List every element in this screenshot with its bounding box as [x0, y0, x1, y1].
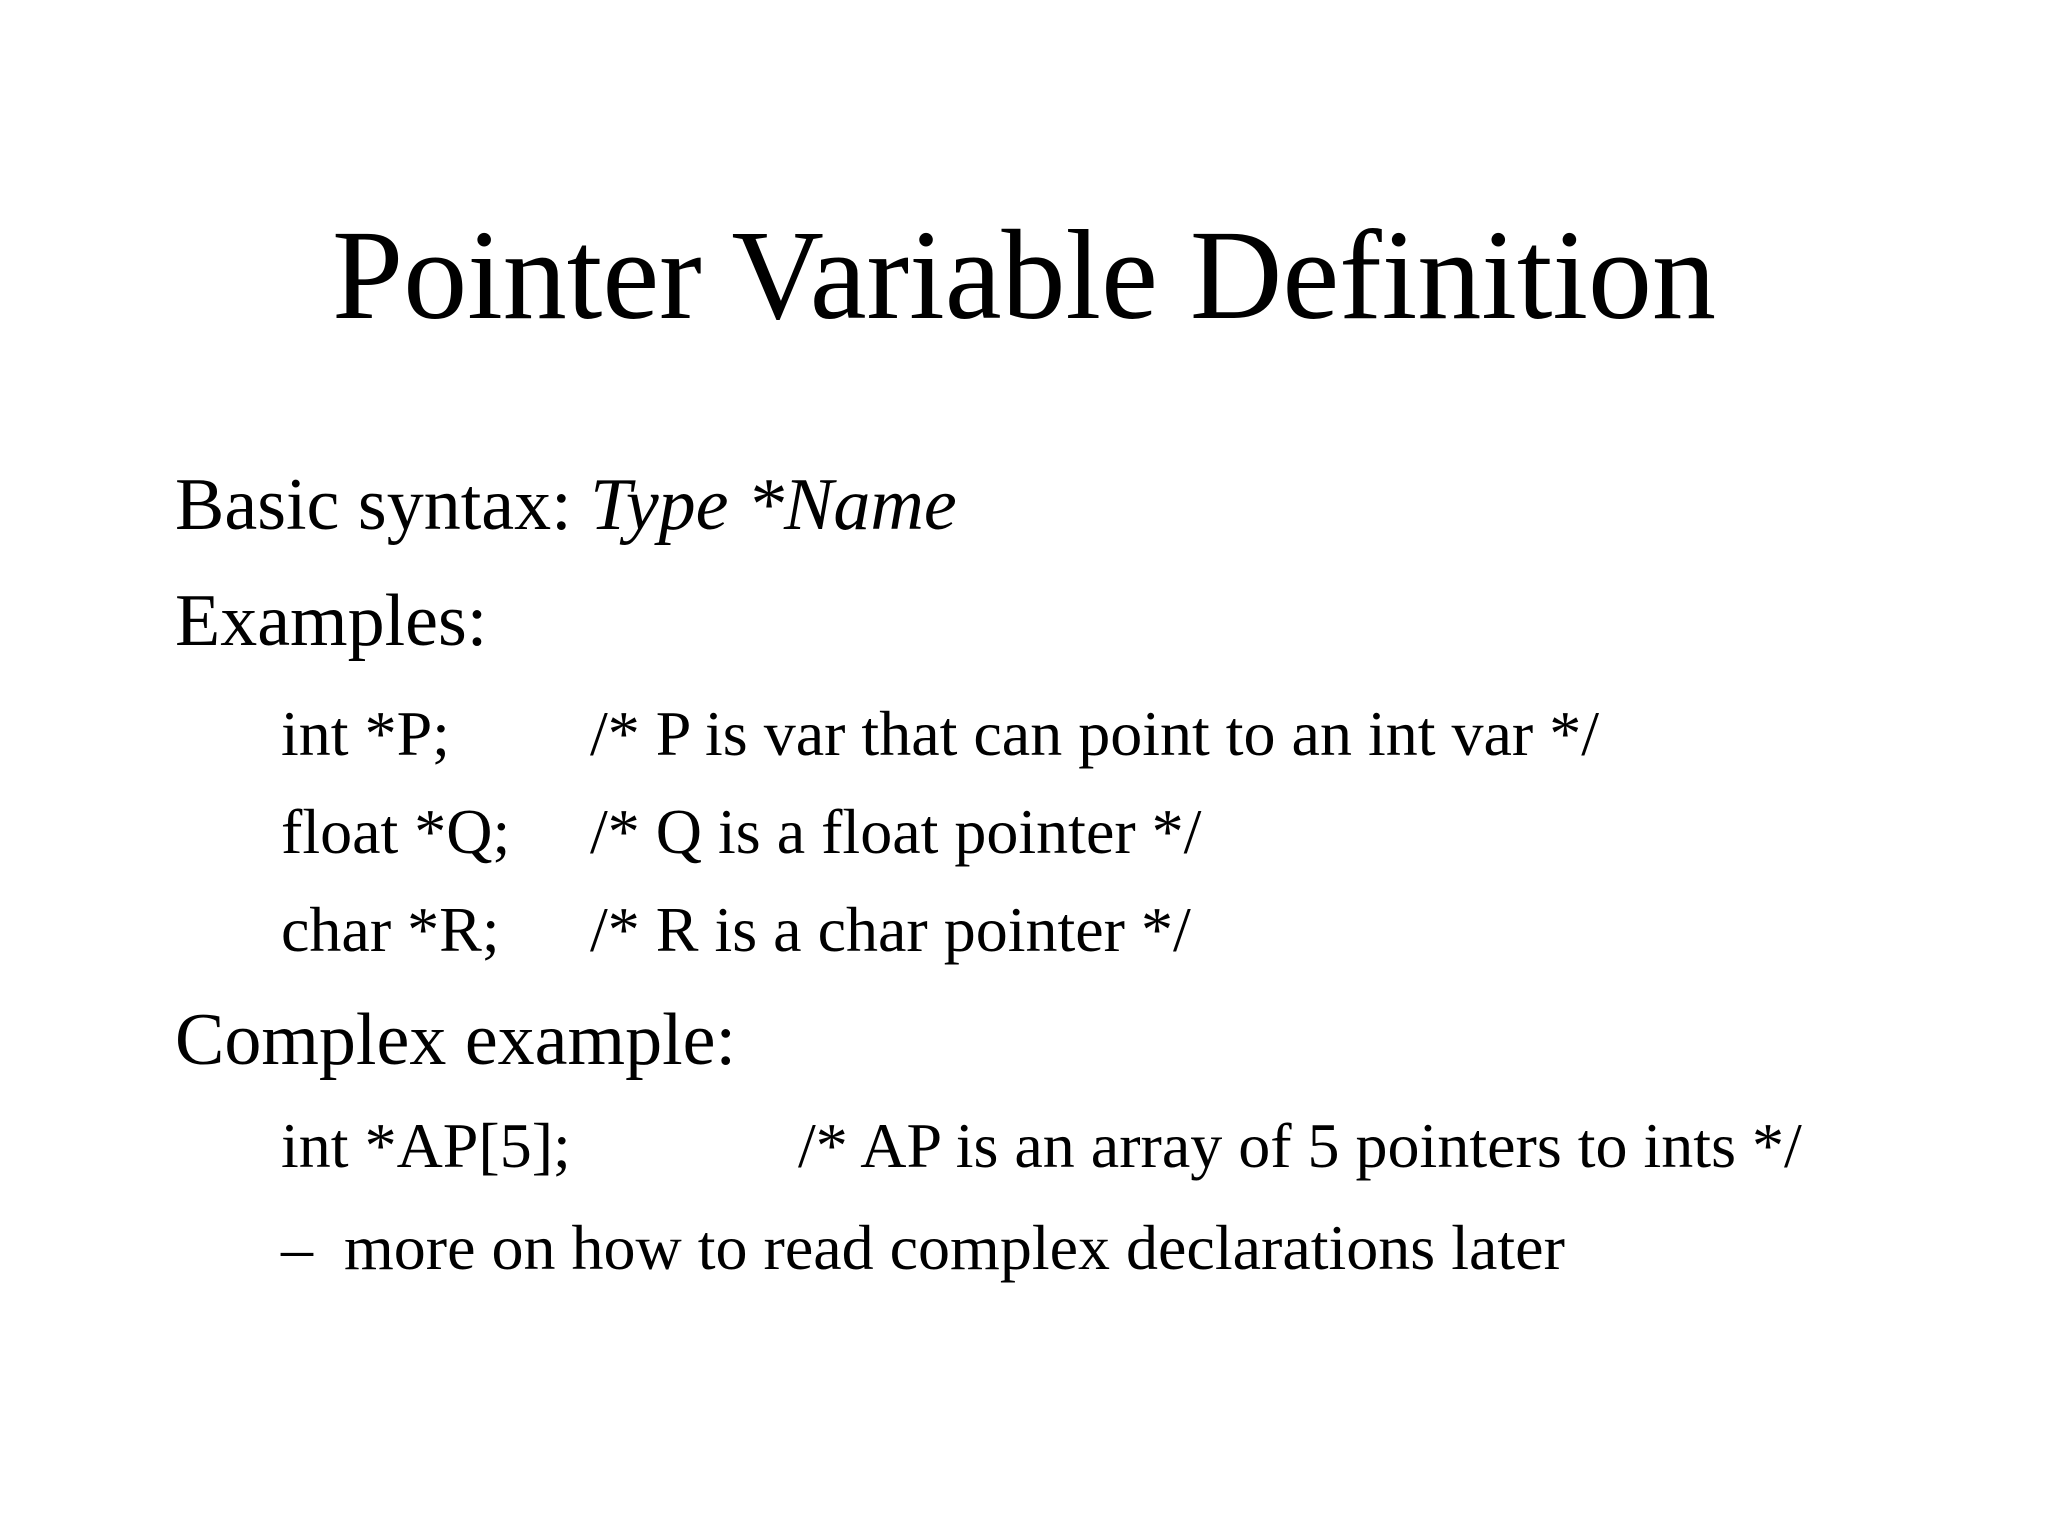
- complex-comment: /* AP is an array of 5 pointers to ints */: [798, 1110, 1802, 1181]
- complex-row: [0, 1106, 2048, 1186]
- syntax-name: *Name: [747, 464, 957, 546]
- complex-declaration: int *AP[5];: [281, 1110, 571, 1181]
- example-comment: /* R is a char pointer */: [590, 894, 1191, 965]
- example-declaration: char *R;: [281, 894, 500, 965]
- syntax-type: Type: [590, 464, 729, 546]
- example-declaration: float *Q;: [281, 796, 511, 867]
- example-comment: /* Q is a float pointer */: [590, 796, 1202, 867]
- example-comment: /* P is var that can point to an int var */: [590, 698, 1599, 769]
- note-row: [0, 1208, 2048, 1288]
- example-declaration: int *P;: [281, 698, 450, 769]
- basic-syntax-line: [175, 460, 957, 550]
- example-row: [0, 792, 2048, 872]
- example-row: [0, 694, 2048, 774]
- slide-title: Pointer Variable Definition: [332, 204, 1716, 346]
- example-row: [0, 890, 2048, 970]
- complex-heading: Complex example:: [175, 999, 737, 1081]
- examples-heading: Examples:: [175, 580, 488, 662]
- basic-syntax-label: Basic syntax:: [175, 464, 591, 546]
- note-text: more on how to read complex declarations later: [344, 1212, 1565, 1283]
- dash-bullet: –: [281, 1212, 313, 1283]
